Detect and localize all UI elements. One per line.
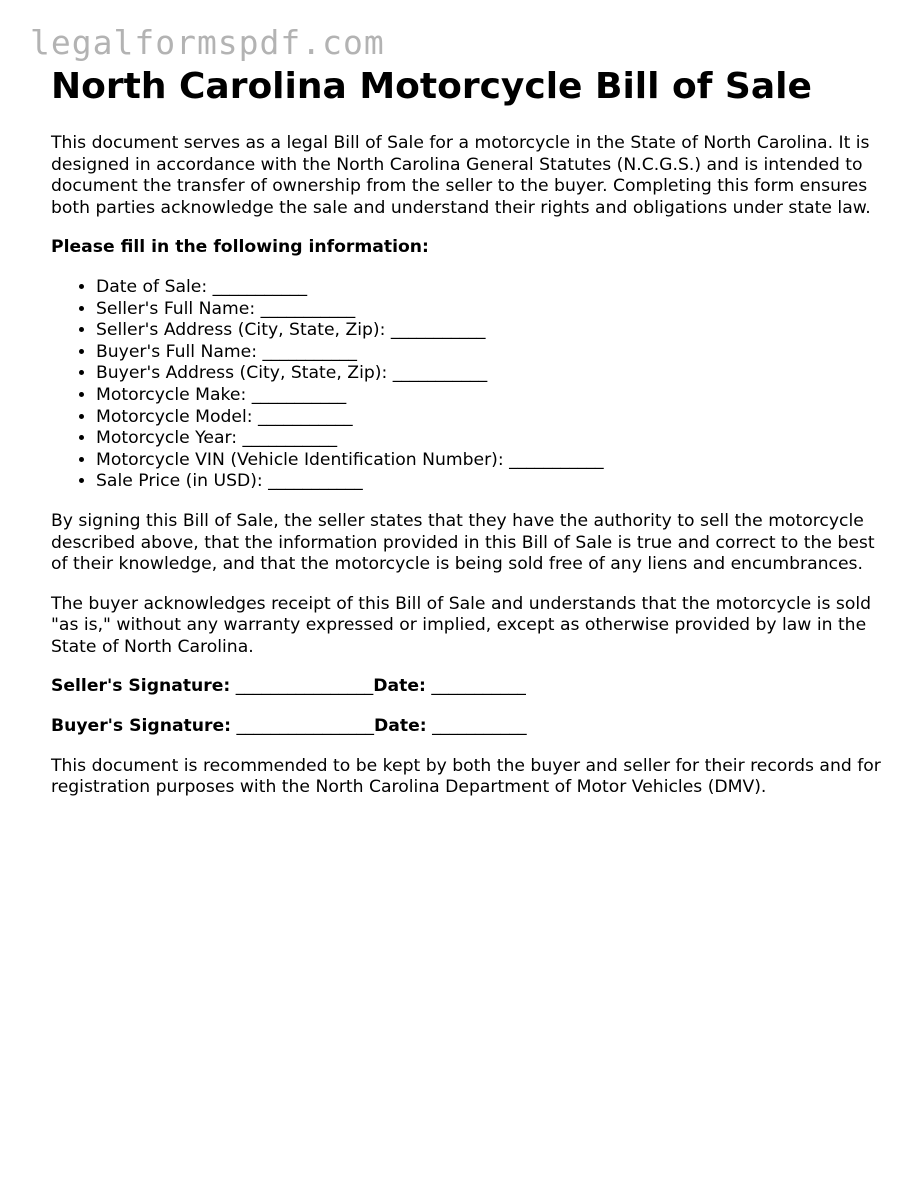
field-sale-price: • Sale Price (in USD): ___________ (96, 471, 881, 493)
field-seller-address: • Seller's Address (City, State, Zip): ___________ (96, 320, 881, 342)
field-buyer-address: • Buyer's Address (City, State, Zip): ___________ (96, 363, 881, 385)
field-motorcycle-model: • Motorcycle Model: ___________ (96, 407, 881, 429)
closing-paragraph: This document is recommended to be kept by both the buyer and seller for their records and for registration purposes with the North Carolina Department of Motor Vehicles (DMV). (51, 755, 881, 798)
field-motorcycle-year: • Motorcycle Year: ___________ (96, 428, 881, 450)
field-list (51, 277, 881, 493)
buyer-date-label: Date: (373, 716, 427, 737)
document-page (51, 64, 881, 799)
field-date-of-sale: • Date of Sale: ___________ (96, 277, 881, 299)
seller-date-blank: ___________ (425, 676, 526, 697)
buyer-signature-blank: ________________ (231, 716, 374, 737)
buyer-signature-label: Buyer's Signature: (51, 716, 232, 737)
field-motorcycle-vin: • Motorcycle VIN (Vehicle Identification Number): ___________ (96, 450, 881, 472)
document-title: North Carolina Motorcycle Bill of Sale (51, 66, 812, 107)
fill-in-prompt: Please fill in the following information: (51, 237, 429, 258)
field-motorcycle-make: • Motorcycle Make: ___________ (96, 385, 881, 407)
seller-statement: By signing this Bill of Sale, the seller states that they have the authority to sell the motorcycle described above, that the information provided in this Bill of Sale is true and correct to the best of their knowledge, and that the motorcycle is being sold free of any liens and encumbrances. (51, 510, 875, 575)
seller-date-label: Date: (373, 676, 426, 697)
seller-signature-blank: ________________ (230, 676, 374, 697)
field-buyer-name: • Buyer's Full Name: ___________ (96, 342, 881, 364)
field-seller-name: • Seller's Full Name: ___________ (96, 299, 881, 321)
buyer-statement: The buyer acknowledges receipt of this Bill of Sale and understands that the motorcycle is sold "as is," without any warranty expressed or implied, except as otherwise provided by law in the State of North Carolina. (51, 593, 872, 657)
watermark: legalformspdf.com (30, 23, 385, 62)
seller-signature-label: Seller's Signature: (51, 676, 231, 697)
buyer-signature-line (51, 716, 881, 738)
buyer-date-blank: ___________ (426, 716, 527, 737)
intro-paragraph: This document serves as a legal Bill of Sale for a motorcycle in the State of North Carolina. It is designed in accordance with the North Carolina General Statutes (N.C.G.S.) and is intended to document the transfer of ownership from the seller to the buyer. Completing this form ensures both parties acknowledge the sale and understand their rights and obligations under state law. (51, 133, 871, 218)
seller-signature-line (51, 676, 881, 698)
